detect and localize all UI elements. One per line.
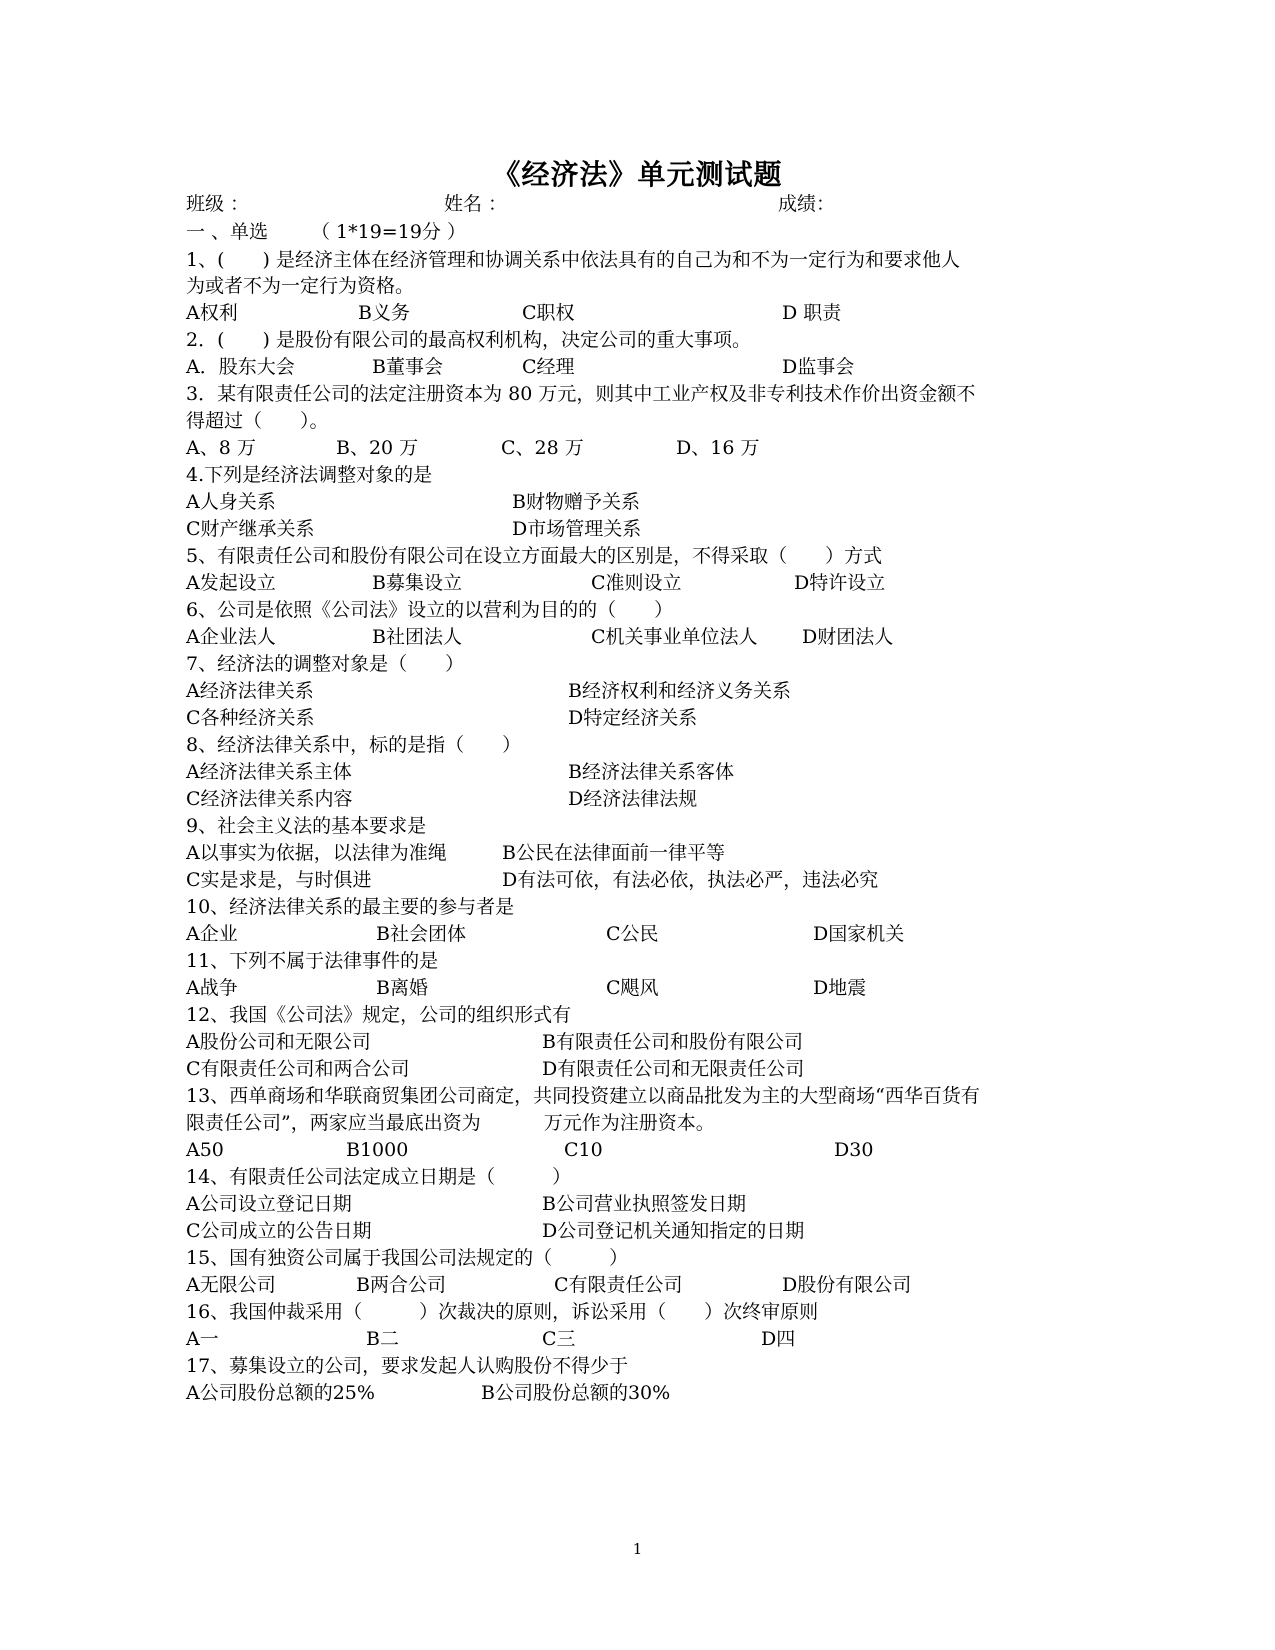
option-a: A股份公司和无限公司: [186, 1031, 371, 1053]
option-c: C经济法律关系内容: [186, 788, 353, 810]
option-c: C财产继承关系: [186, 518, 315, 540]
option-d: D股份有限公司: [782, 1274, 912, 1296]
option-d: D监事会: [782, 356, 855, 378]
option-d: D地震: [813, 977, 867, 999]
option-b: B1000: [346, 1139, 409, 1161]
option-a: A无限公司: [186, 1274, 276, 1296]
question-stem: 2．( ) 是股份有限公司的最高权利机构，决定公司的重大事项。: [186, 329, 751, 351]
option-a: A以事实为依据，以法律为准绳: [186, 842, 447, 864]
option-a: A公司设立登记日期: [186, 1193, 352, 1215]
option-b: B经济法律关系客体: [568, 761, 734, 783]
option-b: B公司营业执照签发日期: [542, 1193, 746, 1215]
option-d: D财团法人: [802, 626, 894, 648]
option-c: C公民: [606, 923, 659, 945]
question-stem: 得超过（ ）。: [186, 410, 329, 432]
option-a: A战争: [186, 977, 238, 999]
section-label: 一 、单选: [186, 221, 269, 243]
option-c: C各种经济关系: [186, 707, 315, 729]
option-d: D国家机关: [813, 923, 905, 945]
option-a: A公司股份总额的25%: [186, 1382, 375, 1404]
option-a: A、8 万: [186, 437, 256, 459]
question-stem: 13、西单商场和华联商贸集团公司商定，共同投资建立以商品批发为主的大型商场“西华百货有: [186, 1085, 980, 1107]
option-c: C经理: [522, 356, 575, 378]
option-a: A权利: [186, 302, 238, 324]
option-a: A企业法人: [186, 626, 276, 648]
option-a: A50: [186, 1139, 224, 1161]
option-c: C职权: [522, 302, 575, 324]
option-d: D四: [761, 1328, 796, 1350]
option-b: B义务: [358, 302, 410, 324]
question-stem: 11、下列不属于法律事件的是: [186, 950, 439, 972]
question-stem: 4.下列是经济法调整对象的是: [186, 464, 433, 486]
question-stem: 3．某有限责任公司的法定注册资本为 80 万元，则其中工业产权及非专利技术作价出资金额不: [186, 383, 976, 405]
option-c: C有限责任公司和两合公司: [186, 1058, 410, 1080]
question-stem: 6、公司是依照《公司法》设立的以营利为目的的（ ）: [186, 599, 674, 621]
option-a: A企业: [186, 923, 238, 945]
section-score: （ 1*19=19分 ）: [311, 221, 466, 243]
question-stem: 14、有限责任公司法定成立日期是（ ）: [186, 1166, 572, 1188]
question-stem: 10、经济法律关系的最主要的参与者是: [186, 896, 515, 918]
question-stem: 1、( ) 是经济主体在经济管理和协调关系中依法具有的自己为和不为一定行为和要求他人: [186, 249, 960, 271]
option-d: D有限责任公司和无限责任公司: [542, 1058, 805, 1080]
option-b: B经济权利和经济义务关系: [568, 680, 791, 702]
question-stem: 9、社会主义法的基本要求是: [186, 815, 427, 837]
option-b: B社会团体: [376, 923, 466, 945]
option-a: A．股东大会: [186, 356, 295, 378]
question-stem: 8、经济法律关系中，标的是指（ ）: [186, 734, 522, 756]
option-a: A经济法律关系主体: [186, 761, 352, 783]
option-b: B二: [366, 1328, 399, 1350]
option-c: C公司成立的公告日期: [186, 1220, 372, 1242]
question-stem: 为或者不为一定行为资格。: [186, 275, 415, 297]
option-b: B社团法人: [372, 626, 462, 648]
option-d: D市场管理关系: [512, 518, 642, 540]
class-label: 班级 ：: [186, 193, 250, 215]
option-d: D特定经济关系: [568, 707, 698, 729]
question-stem: 15、国有独资公司属于我国公司法规定的（ ）: [186, 1247, 629, 1269]
option-c: C三: [542, 1328, 576, 1350]
name-label: 姓名 ：: [444, 193, 508, 215]
option-b: B两合公司: [356, 1274, 446, 1296]
option-d: D 职责: [782, 302, 842, 324]
question-stem: 7、经济法的调整对象是（ ）: [186, 653, 465, 675]
question-stem: 限责任公司”，两家应当最底出资为 万元作为注册资本。: [186, 1112, 715, 1134]
option-b: B、20 万: [336, 437, 419, 459]
option-c: C准则设立: [591, 572, 682, 594]
option-c: C10: [564, 1139, 603, 1161]
option-c: C飓风: [606, 977, 659, 999]
option-d: D经济法律法规: [568, 788, 698, 810]
option-b: B财物赠予关系: [512, 491, 640, 513]
option-b: B离婚: [376, 977, 428, 999]
page-number: 1: [632, 1540, 643, 1558]
option-d: D有法可依，有法必依，执法必严，违法必究: [502, 869, 879, 891]
option-a: A人身关系: [186, 491, 276, 513]
option-d: D30: [834, 1139, 874, 1161]
option-a: A发起设立: [186, 572, 276, 594]
score-label: 成绩：: [778, 193, 836, 215]
page-title: 《经济法》单元测试题: [492, 158, 783, 191]
question-stem: 17、募集设立的公司，要求发起人认购股份不得少于: [186, 1355, 629, 1377]
option-c: C机关事业单位法人: [591, 626, 758, 648]
option-d: D特许设立: [794, 572, 886, 594]
option-d: D、16 万: [676, 437, 760, 459]
option-b: B有限责任公司和股份有限公司: [542, 1031, 803, 1053]
question-stem: 5、有限责任公司和股份有限公司在设立方面最大的区别是，不得采取（ ）方式: [186, 545, 883, 567]
option-d: D公司登记机关通知指定的日期: [542, 1220, 805, 1242]
option-c: C有限责任公司: [554, 1274, 683, 1296]
option-b: B公民在法律面前一律平等: [502, 842, 725, 864]
option-c: C实是求是，与时俱进: [186, 869, 372, 891]
option-a: A经济法律关系: [186, 680, 314, 702]
option-c: C、28 万: [501, 437, 584, 459]
question-stem: 12、我国《公司法》规定，公司的组织形式有: [186, 1004, 572, 1026]
option-b: B公司股份总额的30%: [481, 1382, 671, 1404]
option-a: A一: [186, 1328, 219, 1350]
question-stem: 16、我国仲裁采用（ ）次裁决的原则，诉讼采用（ ）次终审原则: [186, 1301, 819, 1323]
option-b: B募集设立: [372, 572, 462, 594]
option-b: B董事会: [372, 356, 443, 378]
